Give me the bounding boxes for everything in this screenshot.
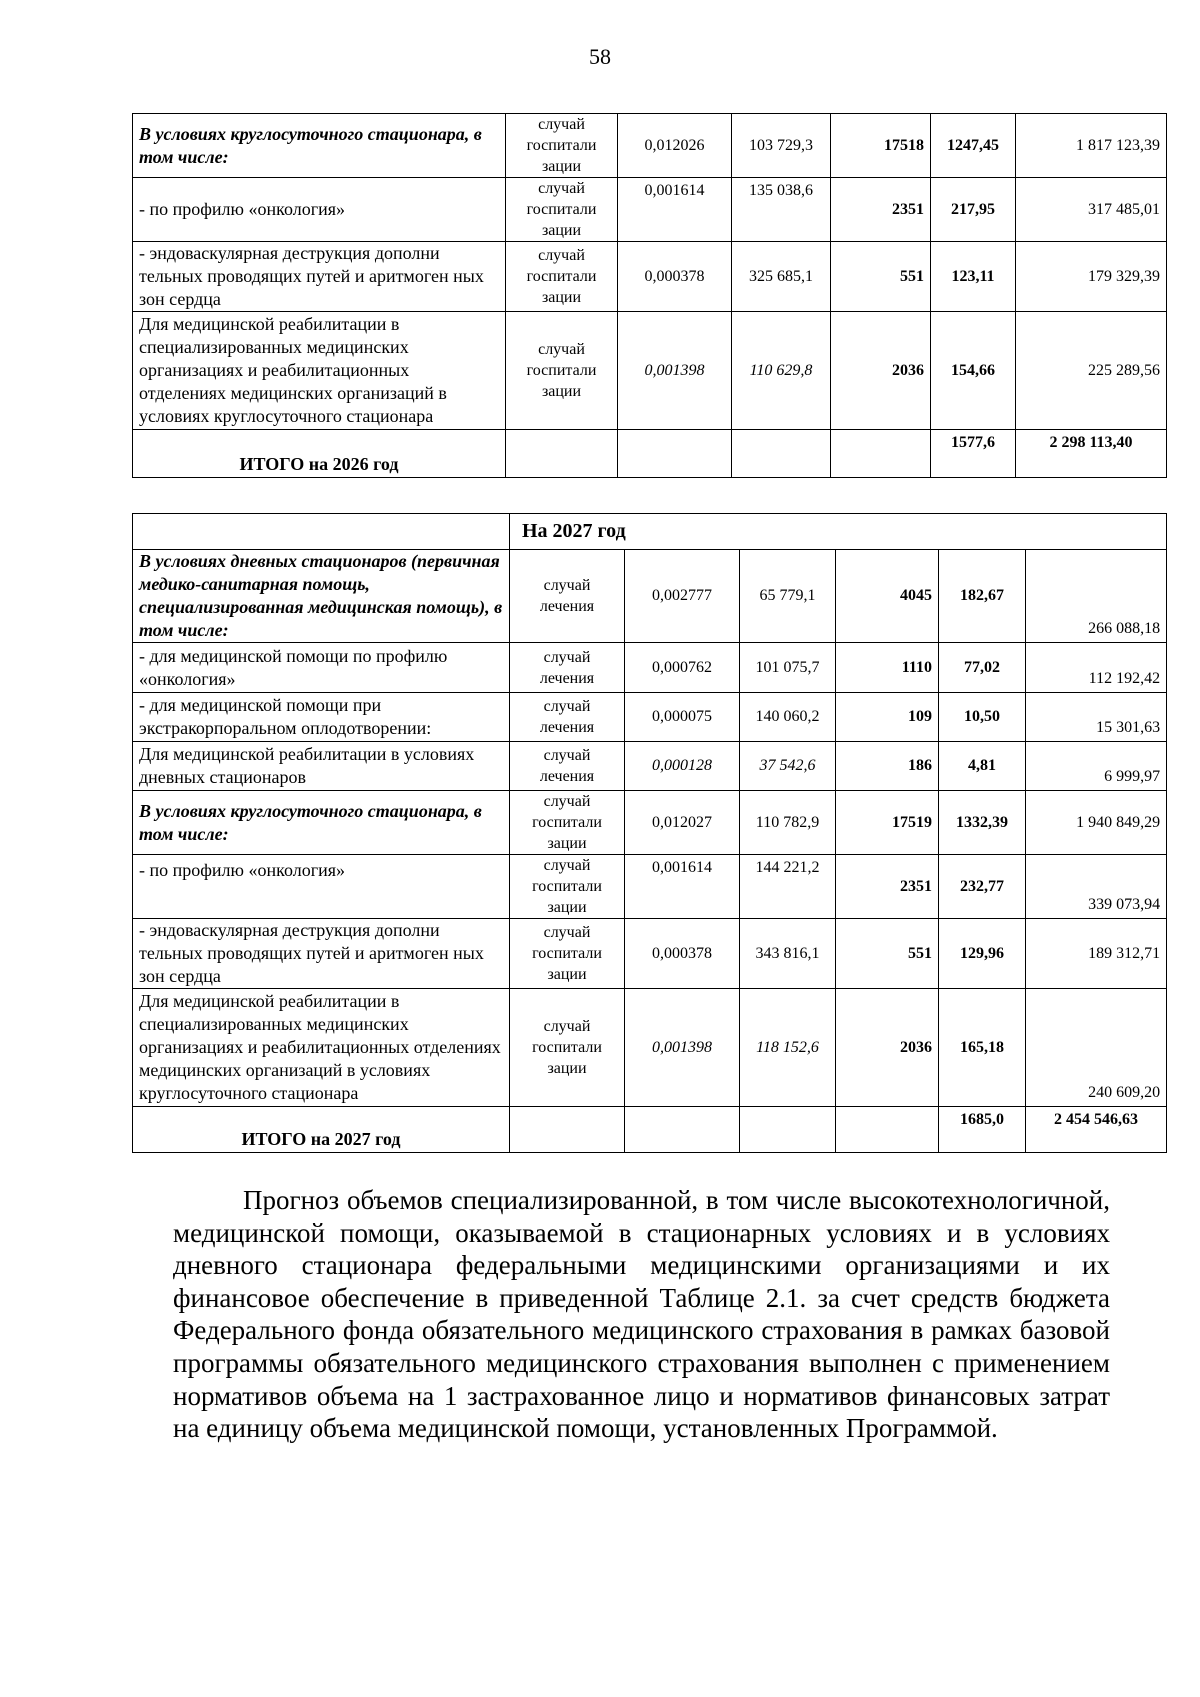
table-row	[133, 178, 1167, 242]
total-per-capita: 1577,6	[931, 430, 1016, 478]
row-per-capita: 154,66	[931, 312, 1016, 430]
row-unit: случай госпитали зации	[506, 178, 618, 242]
body-paragraph: Прогноз объемов специализированной, в том числе высокотехнологичной, медицинской помощи, оказываемой в стационарных условиях и в условиях дневного стационара федеральными медицинскими организациями и их финансовое обеспечение в приведенной Таблице 2.1. за счет средств бюджета Федерального фонда обязательного медицинского страхования в рамках базовой программы обязательного медицинского страхования выполнен с применением нормативов объема на 1 застрахованное лицо и нормативов финансовых затрат на единицу объема медицинской помощи, установленных Программой.	[173, 1185, 1110, 1444]
row-total: 189 312,71	[1026, 919, 1167, 989]
row-count: 2351	[836, 855, 939, 919]
row-total: 339 073,94	[1026, 855, 1167, 919]
table-row	[133, 114, 1167, 178]
row-cost: 140 060,2	[740, 693, 836, 742]
row-unit: случай госпитали зации	[506, 114, 618, 178]
row-norm: 0,001398	[618, 312, 732, 430]
row-count: 2036	[836, 989, 939, 1107]
row-description: - для медицинской помощи при экстракорпоральном оплодотворении:	[133, 693, 510, 742]
row-total: 112 192,42	[1026, 643, 1167, 693]
row-description: В условиях круглосуточного стационара, в том числе:	[133, 114, 506, 178]
total-label: ИТОГО на 2026 год	[133, 430, 506, 478]
row-per-capita: 77,02	[939, 643, 1026, 693]
row-cost: 135 038,6	[732, 178, 831, 242]
row-unit: случай госпитали зации	[506, 312, 618, 430]
table-total-row	[133, 1107, 1167, 1153]
total-per-capita: 1685,0	[939, 1107, 1026, 1153]
page-number: 58	[589, 44, 611, 69]
row-cost: 144 221,2	[740, 855, 836, 919]
table-row	[133, 855, 1167, 919]
row-unit: случай госпитали зации	[510, 989, 625, 1107]
row-count: 2036	[831, 312, 931, 430]
row-unit: случай лечения	[510, 550, 625, 643]
row-count: 109	[836, 693, 939, 742]
row-cost: 110 782,9	[740, 791, 836, 855]
row-description: В условиях круглосуточного стационара, в том числе:	[133, 791, 510, 855]
row-description: - эндоваскулярная деструкция дополни тельных проводящих путей и аритмоген ных зон сердца	[133, 919, 510, 989]
row-description: - эндоваскулярная деструкция дополни тельных проводящих путей и аритмоген ных зон сердца	[133, 242, 506, 312]
row-unit: случай лечения	[510, 742, 625, 791]
row-count: 4045	[836, 550, 939, 643]
row-description: Для медицинской реабилитации в специализированных медицинских организациях и реабилитационных отделениях медицинских организаций в условиях круглосуточного стационара	[133, 989, 510, 1107]
row-count: 17519	[836, 791, 939, 855]
row-cost: 118 152,6	[740, 989, 836, 1107]
row-norm: 0,000378	[625, 919, 740, 989]
row-unit: случай госпитали зации	[510, 855, 625, 919]
row-description: - по профилю «онкология»	[133, 855, 510, 919]
row-cost: 343 816,1	[740, 919, 836, 989]
row-cost: 101 075,7	[740, 643, 836, 693]
row-unit: случай лечения	[510, 643, 625, 693]
row-per-capita: 232,77	[939, 855, 1026, 919]
row-description: Для медицинской реабилитации в специализированных медицинских организациях и реабилитационных отделениях медицинских организаций в условиях круглосуточного стационара	[133, 312, 506, 430]
total-sum: 2 454 546,63	[1026, 1107, 1167, 1153]
table-row	[133, 693, 1167, 742]
row-norm: 0,001398	[625, 989, 740, 1107]
row-per-capita: 182,67	[939, 550, 1026, 643]
row-total: 1 817 123,39	[1016, 114, 1167, 178]
row-count: 551	[831, 242, 931, 312]
total-label: ИТОГО на 2027 год	[133, 1107, 510, 1153]
row-norm: 0,000378	[618, 242, 732, 312]
table-row	[133, 643, 1167, 693]
row-cost: 65 779,1	[740, 550, 836, 643]
row-cost: 37 542,6	[740, 742, 836, 791]
table-row	[133, 919, 1167, 989]
table-row	[133, 550, 1167, 643]
table-row	[133, 989, 1167, 1107]
table-row	[133, 312, 1167, 430]
row-unit: случай лечения	[510, 693, 625, 742]
row-norm: 0,000128	[625, 742, 740, 791]
row-description: - по профилю «онкология»	[133, 178, 506, 242]
row-count: 551	[836, 919, 939, 989]
row-cost: 325 685,1	[732, 242, 831, 312]
row-per-capita: 4,81	[939, 742, 1026, 791]
row-per-capita: 217,95	[931, 178, 1016, 242]
table-total-row	[133, 430, 1167, 478]
row-per-capita: 1247,45	[931, 114, 1016, 178]
row-per-capita: 1332,39	[939, 791, 1026, 855]
row-unit: случай госпитали зации	[510, 919, 625, 989]
table-row	[133, 791, 1167, 855]
row-total: 179 329,39	[1016, 242, 1167, 312]
row-total: 225 289,56	[1016, 312, 1167, 430]
row-count: 186	[836, 742, 939, 791]
row-per-capita: 123,11	[931, 242, 1016, 312]
row-per-capita: 10,50	[939, 693, 1026, 742]
row-norm: 0,000075	[625, 693, 740, 742]
row-norm: 0,001614	[618, 178, 732, 242]
row-unit: случай госпитали зации	[510, 791, 625, 855]
row-norm: 0,001614	[625, 855, 740, 919]
row-unit: случай госпитали зации	[506, 242, 618, 312]
row-total: 6 999,97	[1026, 742, 1167, 791]
row-total: 240 609,20	[1026, 989, 1167, 1107]
row-description: - для медицинской помощи по профилю «онкология»	[133, 643, 510, 693]
row-cost: 103 729,3	[732, 114, 831, 178]
year-header-row	[133, 514, 1167, 550]
row-total: 1 940 849,29	[1026, 791, 1167, 855]
row-count: 1110	[836, 643, 939, 693]
row-cost: 110 629,8	[732, 312, 831, 430]
total-sum: 2 298 113,40	[1016, 430, 1167, 478]
row-description: Для медицинской реабилитации в условиях дневных стационаров	[133, 742, 510, 791]
row-norm: 0,012027	[625, 791, 740, 855]
year-header: На 2027 год	[510, 514, 1167, 550]
row-description: В условиях дневных стационаров (первичная медико-санитарная помощь, специализированная медицинская помощь), в том числе:	[133, 550, 510, 643]
row-total: 317 485,01	[1016, 178, 1167, 242]
row-norm: 0,012026	[618, 114, 732, 178]
row-per-capita: 129,96	[939, 919, 1026, 989]
row-norm: 0,000762	[625, 643, 740, 693]
row-count: 17518	[831, 114, 931, 178]
table-row	[133, 242, 1167, 312]
row-count: 2351	[831, 178, 931, 242]
table-row	[133, 742, 1167, 791]
table-2027	[132, 513, 1167, 1153]
row-total: 266 088,18	[1026, 550, 1167, 643]
row-per-capita: 165,18	[939, 989, 1026, 1107]
table-2026	[132, 113, 1167, 478]
row-total: 15 301,63	[1026, 693, 1167, 742]
row-norm: 0,002777	[625, 550, 740, 643]
